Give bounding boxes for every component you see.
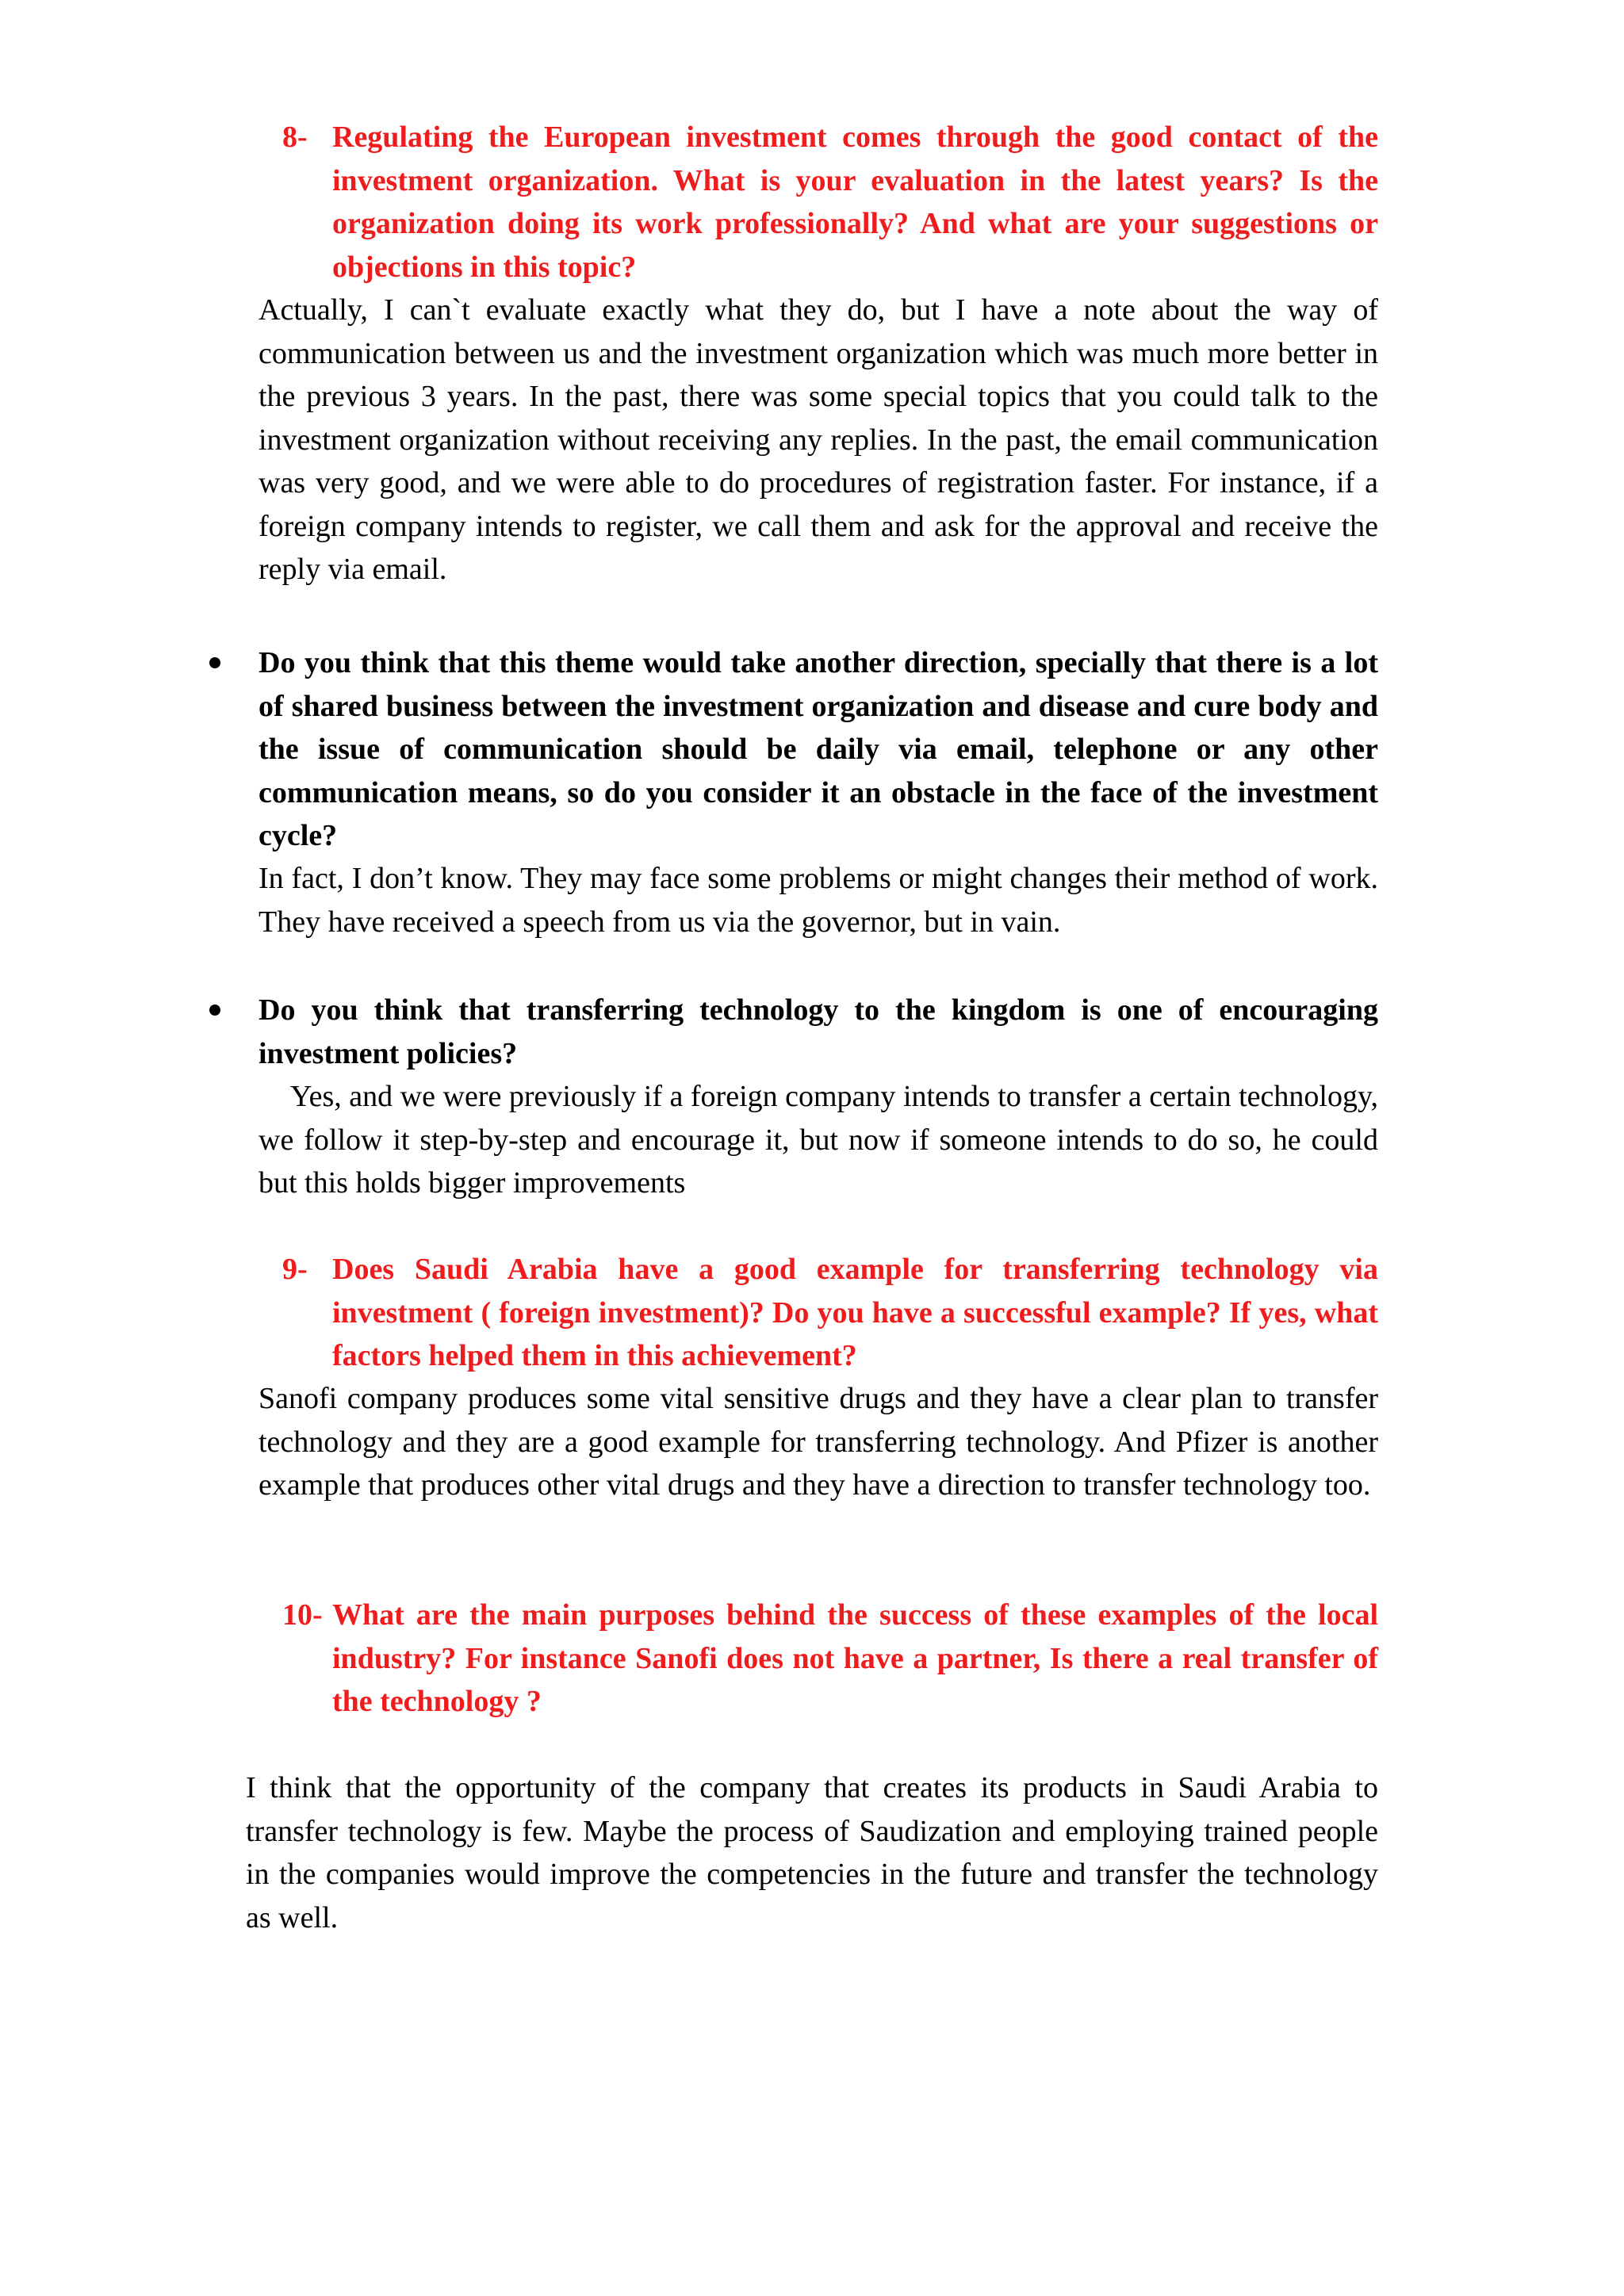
question-9-text: Does Saudi Arabia have a good example for transferring technology via investment ( foreign investment)? Do you have a successful example? If yes, what factors helped them in this achievement? — [332, 1253, 1378, 1372]
question-10-number: 10- — [282, 1598, 323, 1632]
answer-9: Sanofi company produces some vital sensitive drugs and they have a clear plan to transfer technology and they are a good example for transferring technology. And Pfizer is another example that produces other vital drugs and they have a direction to transfer technology too. — [259, 1382, 1378, 1502]
bullet-answer-communication: In fact, I don’t know. They may face some problems or might changes their method of work. They have received a speech from us via the governor, but in vain. — [259, 862, 1378, 939]
question-10-text: What are the main purposes behind the success of these examples of the local industry? For instance Sanofi does not have a partner, Is there a real transfer of the technology ? — [332, 1598, 1378, 1718]
bullet-icon — [209, 657, 220, 668]
question-9-number: 9- — [282, 1253, 308, 1286]
question-8-text: Regulating the European investment comes through the good contact of the investment organization. What is your evaluation in the latest years? Is the organization doing its work professionally? And what are your suggestions or objections in this topic? — [332, 121, 1378, 284]
bullet-question-communication: Do you think that this theme would take another direction, specially that there is a lot of shared business between the investment organization and disease and cure body and the issue of communication should be daily via email, telephone or any other communication means, so do you consider it an obstacle in the face of the investment cycle? — [259, 646, 1378, 852]
answer-8: Actually, I can`t evaluate exactly what they do, but I have a note about the way of communication between us and the investment organization which was much more better in the previous 3 years. In the past, there was some special topics that you could talk to the investment organization without receiving any replies. In the past, the email communication was very good, and we were able to do procedures of registration faster. For instance, if a foreign company intends to register, we call them and ask for the approval and receive the reply via email. — [259, 293, 1378, 586]
bullet-question-technology: Do you think that transferring technology to the kingdom is one of encouraging investment policies? — [259, 993, 1378, 1070]
question-9 — [282, 1248, 1378, 1378]
bullet-answer-technology: Yes, and we were previously if a foreign company intends to transfer a certain technology, we follow it step-by-step and encourage it, but now if someone intends to do so, he could but this holds bigger improvements — [259, 1080, 1378, 1200]
answer-10: I think that the opportunity of the company that creates its products in Saudi Arabia to transfer technology is few. Maybe the process of Saudization and employing trained people in the companies would improve the competencies in the future and transfer the technology as well. — [246, 1771, 1378, 1934]
question-8-number: 8- — [282, 121, 308, 154]
question-10 — [282, 1594, 1378, 1724]
question-8 — [282, 116, 1378, 289]
bullet-icon — [209, 1004, 220, 1016]
